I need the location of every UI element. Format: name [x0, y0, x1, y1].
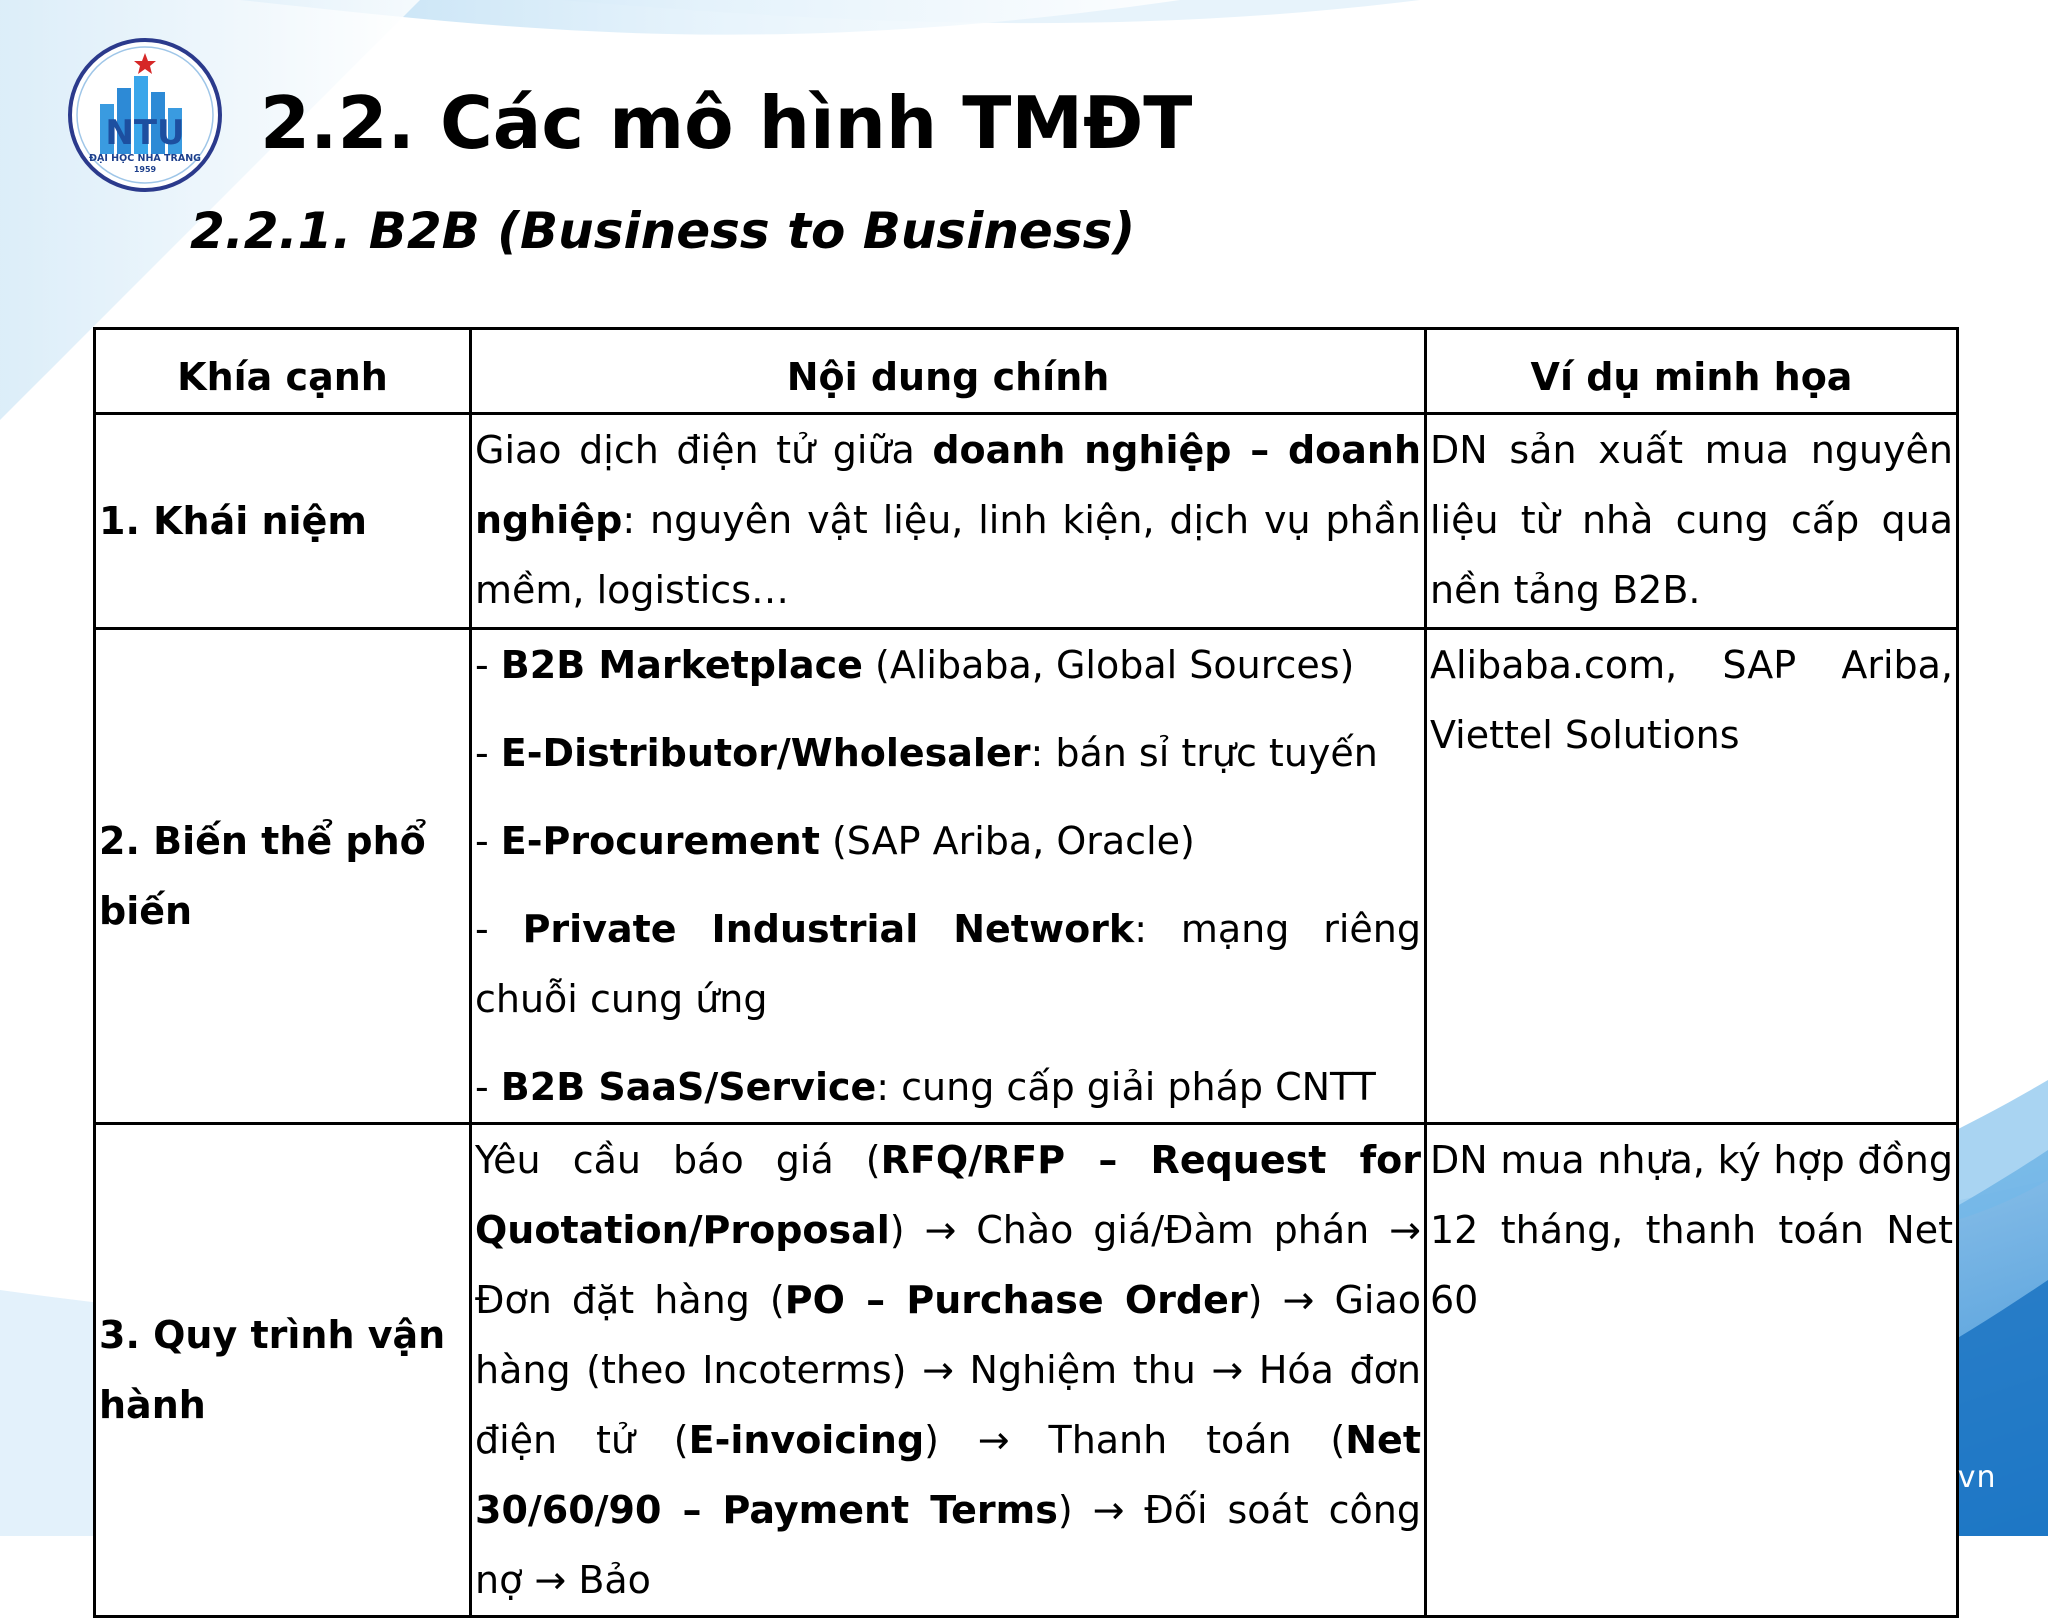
list-item: - Private Industrial Network: mạng riêng chuỗi cung ứng [475, 907, 1421, 1021]
row-content-list [471, 629, 1426, 1124]
b2b-table-container [93, 327, 1956, 1602]
list-item: - B2B Marketplace (Alibaba, Global Sources) [475, 643, 1355, 687]
slide-title: 2.2. Các mô hình TMĐT [260, 81, 1193, 165]
website-url: www.ntu.edu.vn [1740, 1460, 1997, 1495]
header-content: Nội dung chính [471, 329, 1426, 414]
row-aspect: 1. Khái niệm [95, 414, 471, 629]
row-example: DN mua nhựa, ký hợp đồng 12 tháng, thanh toán Net 60 [1426, 1124, 1958, 1617]
header-example: Ví dụ minh họa [1426, 329, 1958, 414]
slide-subtitle: 2.2.1. B2B (Business to Business) [190, 202, 1136, 260]
ntu-logo [66, 36, 224, 194]
svg-text:ĐẠI HỌC NHA TRANG: ĐẠI HỌC NHA TRANG [89, 153, 201, 164]
table-row [95, 1124, 1958, 1617]
row-content: Giao dịch điện tử giữa doanh nghiệp – doanh nghiệp: nguyên vật liệu, linh kiện, dịch vụ phần mềm, logistics… [471, 414, 1426, 629]
table-row [95, 414, 1958, 629]
header-aspect: Khía cạnh [95, 329, 471, 414]
row-aspect: 2. Biến thể phổ biến [95, 629, 471, 1124]
list-item: - E-Distributor/Wholesaler: bán sỉ trực tuyến [475, 731, 1378, 775]
list-item: - E-Procurement (SAP Ariba, Oracle) [475, 819, 1195, 863]
table-row [95, 629, 1958, 1124]
row-example: Alibaba.com, SAP Ariba, Viettel Solutions [1426, 629, 1958, 1124]
row-content: Yêu cầu báo giá (RFQ/RFP – Request for Quotation/Proposal) → Chào giá/Đàm phán → Đơn đặt hàng (PO – Purchase Order) → Giao hàng (theo Incoterms) → Nghiệm thu → Hóa đơn điện tử (E-invoicing) → Thanh toán (Net 30/60/90 – Payment Terms) → Đối soát công nợ → Bảo [471, 1124, 1426, 1617]
svg-text:NTU: NTU [105, 113, 185, 153]
row-aspect: 3. Quy trình vận hành [95, 1124, 471, 1617]
list-item: - B2B SaaS/Service: cung cấp giải pháp CNTT [475, 1065, 1376, 1109]
svg-text:1959: 1959 [133, 165, 157, 174]
row-example: DN sản xuất mua nguyên liệu từ nhà cung cấp qua nền tảng B2B. [1426, 414, 1958, 629]
b2b-table [93, 327, 1959, 1618]
table-header-row [95, 329, 1958, 414]
